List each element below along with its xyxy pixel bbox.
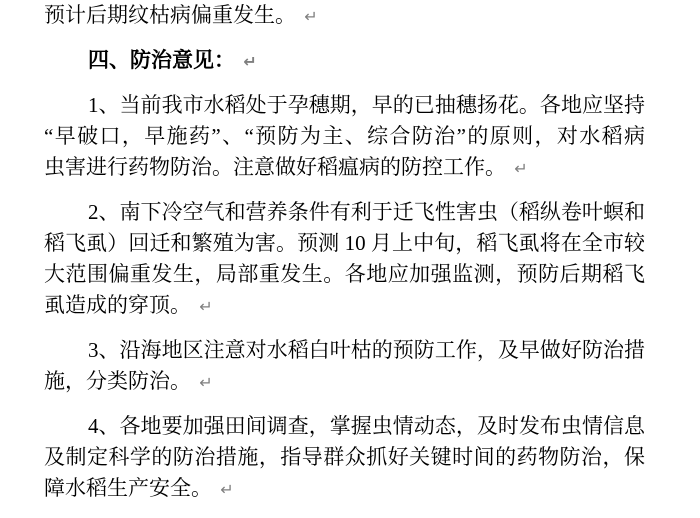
line-text: 1、当前我市水稻处于孕穗期，早的已抽穗扬花。各地应坚持 <box>88 93 645 117</box>
paragraph-item-3 <box>44 335 645 398</box>
text-line <box>44 411 645 442</box>
line-text: 四、防治意见： <box>88 48 235 72</box>
paragraph-mark-icon: ↵ <box>199 373 213 392</box>
text-line <box>44 335 645 366</box>
text-line <box>44 152 645 184</box>
text-line <box>44 259 645 290</box>
line-text: 施，分类防治。 <box>44 369 191 393</box>
text-line <box>44 442 645 473</box>
text-line <box>44 366 645 398</box>
paragraph-section-heading <box>44 45 645 77</box>
line-text: 障水稻生产安全。 <box>44 476 212 500</box>
text-line <box>44 121 645 152</box>
text-line <box>44 290 645 322</box>
paragraph-item-1 <box>44 90 645 184</box>
line-text: 及制定科学的防治措施，指导群众抓好关键时间的药物防治，保 <box>44 445 645 469</box>
line-text: 虫害进行药物防治。注意做好稻瘟病的防控工作。 <box>44 155 506 179</box>
line-text: 2、南下冷空气和营养条件有利于迁飞性害虫（稻纵卷叶螟和 <box>88 200 645 224</box>
line-text: 大范围偏重发生，局部重发生。各地应加强监测，预防后期稻飞 <box>44 262 645 286</box>
line-text: 4、各地要加强田间调查，掌握虫情动态，及时发布虫情信息 <box>88 414 645 438</box>
text-line <box>44 473 645 505</box>
document-page <box>44 0 645 518</box>
paragraph-mark-icon: ↵ <box>243 52 257 71</box>
line-text: 预计后期纹枯病偏重发生。 <box>44 3 296 27</box>
line-text: 稻飞虱）回迁和繁殖为害。预测 10 月上中旬，稻飞虱将在全市较 <box>44 231 645 255</box>
line-text: 虱造成的穿顶。 <box>44 293 191 317</box>
text-line <box>44 228 645 259</box>
text-line <box>44 197 645 228</box>
paragraph-item-2 <box>44 197 645 322</box>
text-line <box>44 0 645 32</box>
paragraph-mark-icon: ↵ <box>304 7 318 26</box>
text-line <box>44 90 645 121</box>
line-text: 3、沿海地区注意对水稻白叶枯的预防工作，及早做好防治措 <box>88 338 645 362</box>
paragraph-intro-tail <box>44 0 645 32</box>
section-heading <box>44 45 645 77</box>
paragraph-mark-icon: ↵ <box>514 159 528 178</box>
paragraph-mark-icon: ↵ <box>220 480 234 499</box>
line-text: “早破口，早施药”、“预防为主、综合防治”的原则，对水稻病 <box>44 124 645 148</box>
paragraph-item-4 <box>44 411 645 505</box>
paragraph-mark-icon: ↵ <box>199 297 213 316</box>
